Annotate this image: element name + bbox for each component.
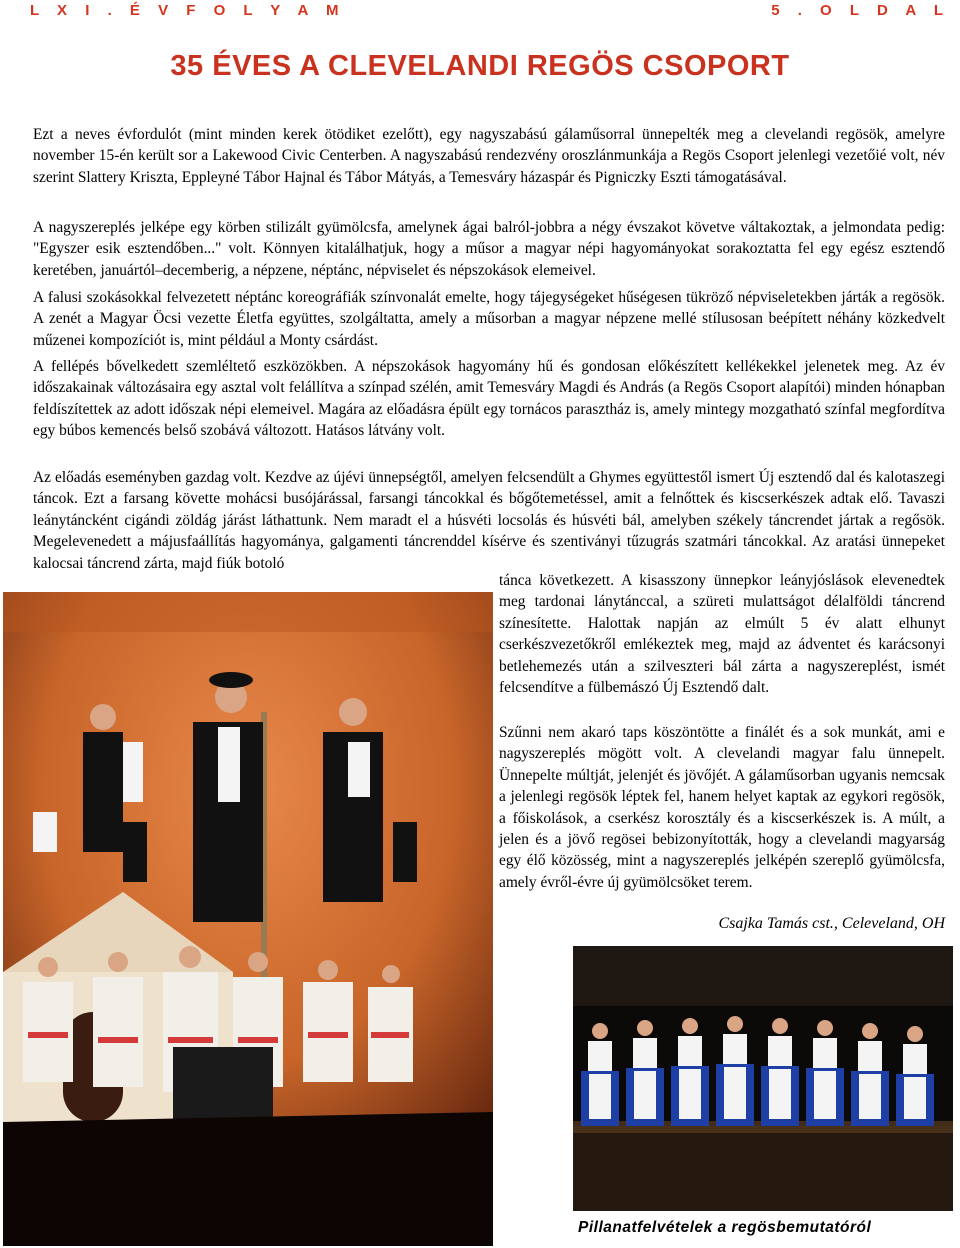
paragraph-props: A fellépés bővelkedett szemléltető eszközökben. A népszokások hagyomány hű és gondosan előkészített kellékekkel jelenetek meg. Az év időszakainak változásaira egy asztal volt felállítva a színpad szélén, amit Temesváry Magdi és András (a Regös Csoport alapítói) minden hónapban feldíszítettek az adott időszak népi elemeivel. Magára az előadásra épült egy tornácos parasztház is, amely mintegy mozgatható színfal megfordítva egy búbos kemencés belső szobává változott. Hatásos látvány volt. [33, 358, 945, 440]
photo-caption: Pillanatfelvételek a regösbemutatóról [578, 1219, 872, 1236]
article-title: 35 ÉVES A CLEVELANDI REGÖS CSOPORT [170, 50, 790, 82]
header-page-number: 5 . O L D A L [771, 2, 950, 19]
author-signature: Csajka Tamás cst., Celeveland, OH [718, 915, 945, 932]
paragraph-dance: A falusi szokásokkal felvezetett néptánc koreográfiák színvonalát emelte, hogy tájegységeket hűségesen tükröző népviseletekben járták a regösök. A zenét a Magyar Öcsi vezette Életfa együttes, szolgáltatta, amely a műsorban a magyar népzene mellé stílusosan beépített néhány közkedvelt műzenei kompozíciót is, mint például a Monty csárdást. [33, 289, 945, 349]
paragraph-symbol: A nagyszereplés jelképe egy körben stilizált gyümölcsfa, amelynek ágai balról-jobbra a négy évszakot követve váltakoztak, a jelmondata pedig: "Egyszer esik esztendőben..." volt. Könnyen kitalálhatjuk, hogy a műsor a magyar népi hagyományokat sorakoztatta fel egy egész esztendő keretében, januártól–decemberig, a népzene, néptánc, népviselet és népszokások elemeivel. [33, 219, 945, 279]
paragraph-intro: Ezt a neves évfordulót (mint minden kerek ötödiket ezelőtt), egy nagyszabású gálaműsorral ünnepelték meg a clevelandi regösök, amelyre november 15-én került sor a Lakewood Civic Centerben. A nagyszabású rendezvény oroszlánmunkája a Regös Csoport jelenlegi vezetőié volt, név szerint Slattery Kriszta, Eppleyné Tábor Hajnal és Tábor Mátyás, a Temesváry házaspár és Pigniczky Eszti támogatásával. [33, 126, 945, 186]
stage-photo-small [573, 946, 953, 1211]
paragraph-program: Az előadás eseményben gazdag volt. Kezdve az újévi ünnepségtől, amelyen felcsendült a Ghymes együttestől ismert Új esztendő dal és kalotaszegi táncok. Ezt a farsang követte mohácsi busójárással, farsangi táncokkal és bőgőtemetéssel, amit a felnőttek és kiscserkészek adtak elő. Tavaszi leánytáncként cigándi zöldág járást láthattunk. Nem maradt el a húsvéti locsolás és húsvéti bál, amelyben székely táncrendet jártak a regősök. Megelevenedett a májusfaállítás hagyománya, galgamenti táncrenddel kísérve és szentiványi tűzugrás szatmári táncokkal. Az aratási ünnepeket kalocsai táncrend zárta, majd fiúk botoló [33, 469, 945, 572]
paragraph-program-continued: tánca következett. A kisasszony ünnepkor leányjóslások elevenedtek meg tardonai lánytánccal, a szüreti mulattságot délalföldi táncrend színesítette. Halottak napján az elmúlt 5 év alatt elhunyt cserkészvezetőkről emlékeztek meg, majd az ádventet és karácsonyi betlehemezés után a szilveszteri bál zárta a nagyszereplést, ismét felcsendítve a fülbemászó Új Esztendő dalt. [499, 572, 945, 697]
stage-photo-large [3, 592, 493, 1246]
paragraph-finale: Szűnni nem akaró taps köszöntötte a finálét és a sok munkát, ami e nagyszereplés mögött volt. A clevelandi magyar falu ünnepelt. Ünnepelte múltját, jelenjét és jövőjét. A gálaműsorban ugyanis nemcsak a jelenlegi regösök léptek fel, hanem helyet kaptak az egykori regösök, a főiskolások, a cserkész korosztály és a kiscserkészek is. A múlt, a jelen és a jövő regösei bebizonyították, hogy a clevelandi magyarság egy élő közösség, mint a nagyszereplés jelképén szereplő gyümölcsfa, amely évről-évre új gyümölcsöket terem. [499, 724, 945, 891]
header-volume: L X I . É V F O L Y A M [30, 2, 346, 19]
